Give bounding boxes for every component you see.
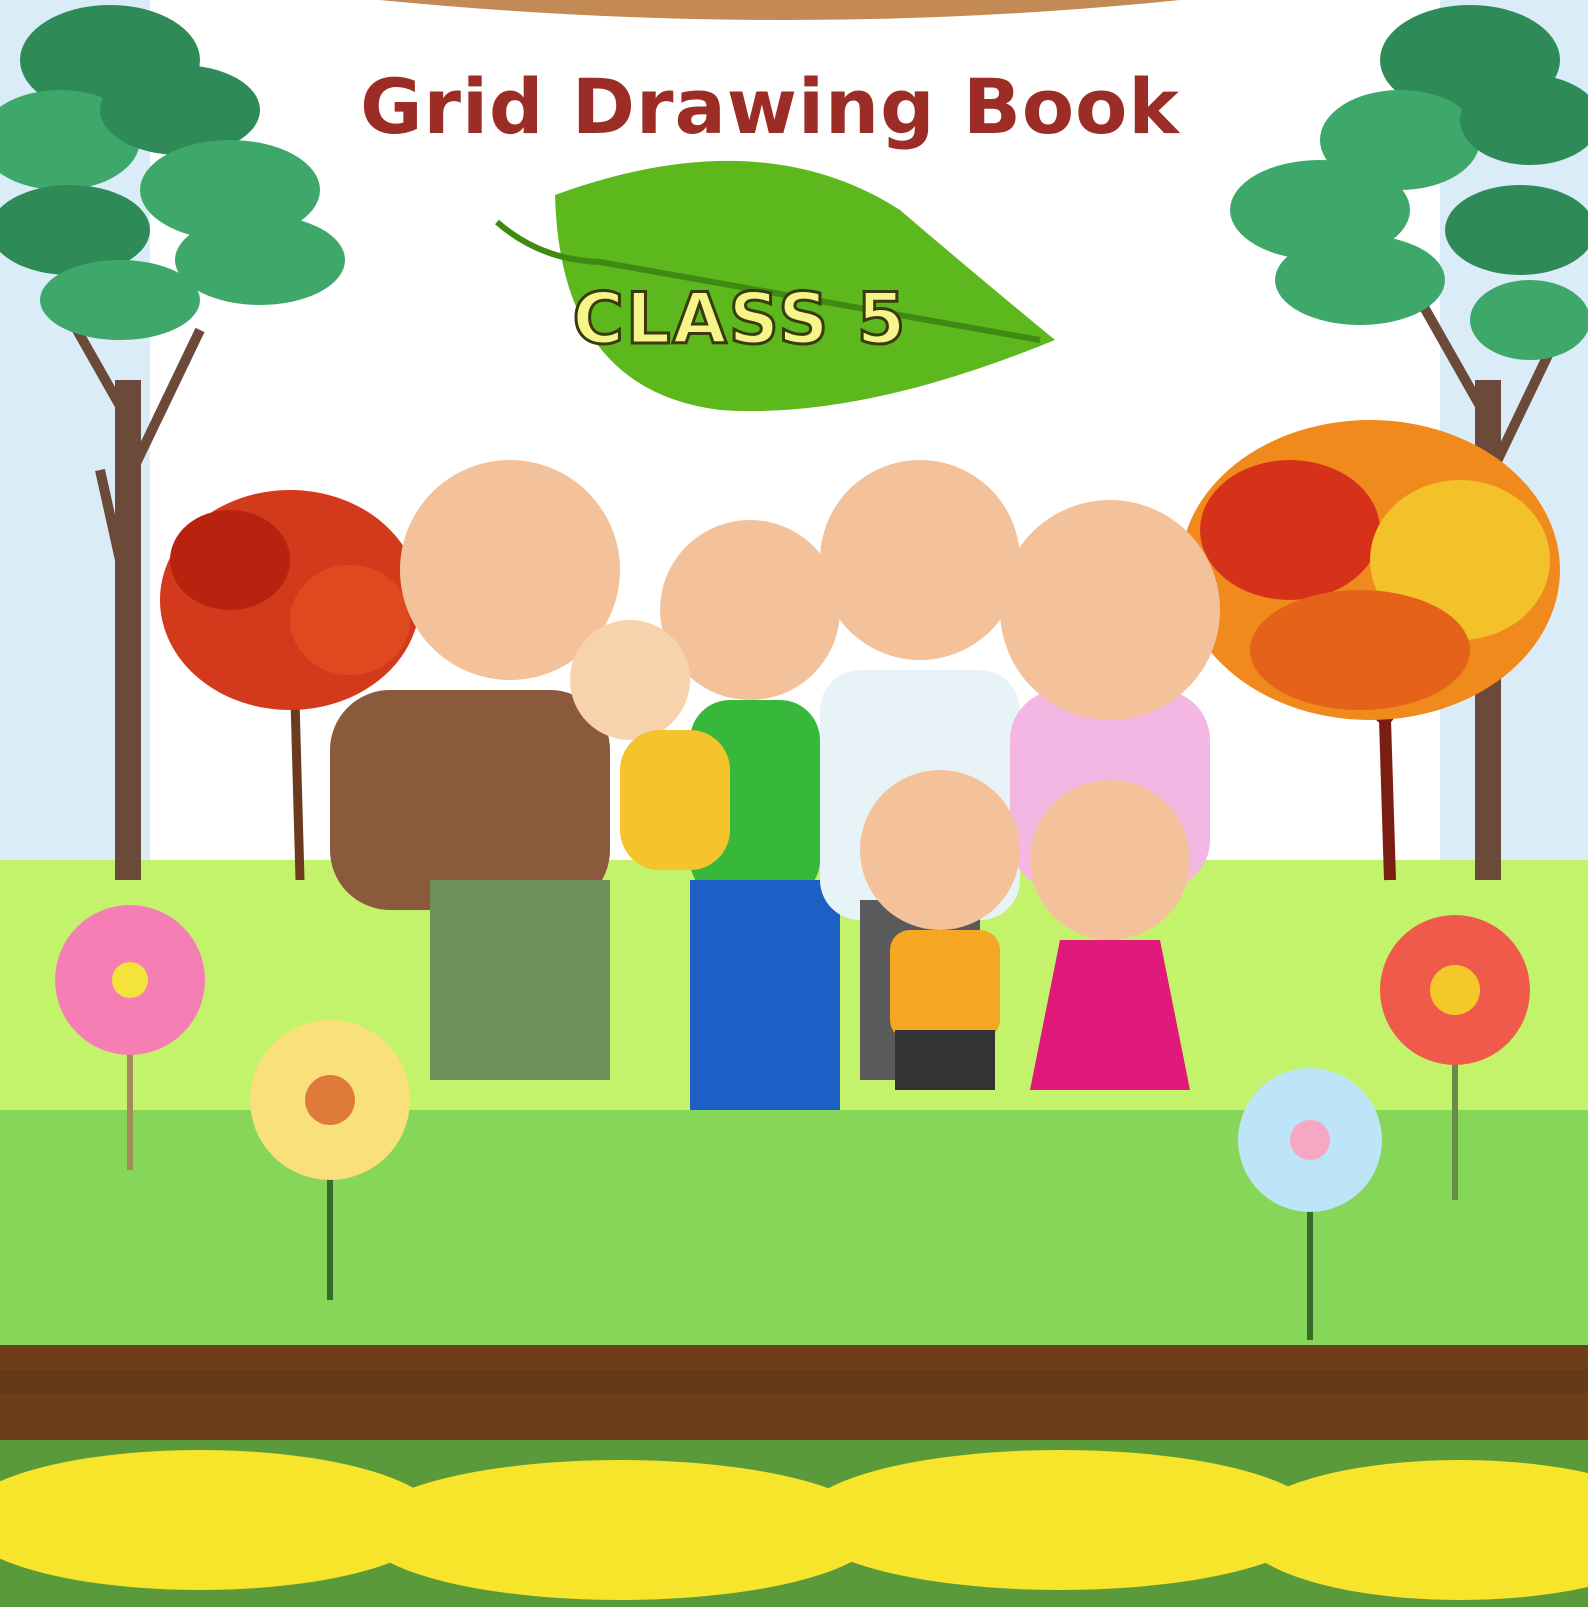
foreground-flower-bed-icon [0,1440,1588,1607]
family-group-illustration [330,460,1220,1110]
class-label: CLASS 5 [572,278,908,360]
book-title: Grid Drawing Book [360,62,1180,151]
